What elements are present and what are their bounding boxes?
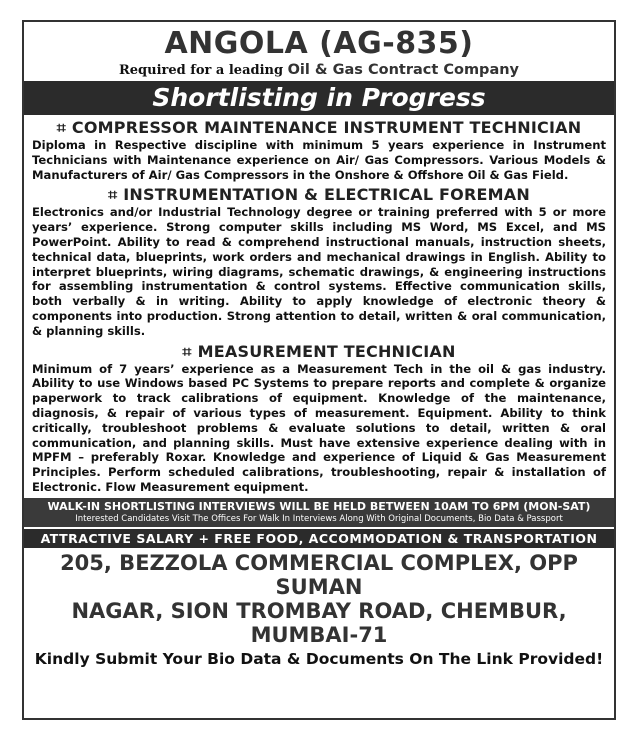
section-heading-compressor	[24, 118, 614, 138]
section-title: INSTRUMENTATION & ELECTRICAL FOREMAN	[123, 185, 530, 205]
subtitle-company: Oil & Gas Contract Company	[287, 62, 520, 78]
page-title: ANGOLA (AG-835)	[164, 26, 474, 61]
salary-banner: ATTRACTIVE SALARY + FREE FOOD, ACCOMMODATION & TRANSPORTATION	[24, 529, 614, 548]
status-banner: Shortlisting in Progress	[24, 81, 614, 115]
address-line-1: 205, BEZZOLA COMMERCIAL COMPLEX, OPP SUMAN	[60, 550, 578, 599]
section-heading-foreman	[24, 185, 614, 205]
section-title: MEASUREMENT TECHNICIAN	[197, 341, 456, 361]
section-title: COMPRESSOR MAINTENANCE INSTRUMENT TECHNICIAN	[71, 118, 582, 137]
hash-icon: ⌗	[182, 341, 192, 361]
section-body-compressor: Diploma in Respective discipline with minimum 5 years experience in Instrument Technicians with Maintenance experience on Air/ Gas Compressors. Various Models & Manufacturers of Air/ Gas Compressors in the Onshore & Offshore Oil & Gas Field.	[32, 138, 606, 182]
job-advertisement	[22, 20, 616, 720]
hash-icon: ⌗	[56, 118, 66, 137]
hash-icon: ⌗	[108, 185, 118, 205]
section-body-measurement: Minimum of 7 years’ experience as a Measurement Tech in the oil & gas industry. Ability to use Windows based PC Systems to prepare reports and complete & organize paperwork to track calibrations of equipment. Knowledge of the maintenance, diagnosis, & repair of various types of measurement. Equipment. Ability to think critically, troubleshoot problems & evaluate solutions to detail, written & oral communication, and planning skills. Must have extensive experience dealing with in MPFM – preferably Roxar. Knowledge and experience of Liquid & Gas Measurement Principles. Perform scheduled calibrations, troubleshooting, repair & installation of Electronic. Flow Measurement equipment.	[32, 361, 606, 494]
walkin-banner	[24, 498, 614, 527]
subtitle-prefix: Required for a leading	[118, 63, 284, 78]
submit-instruction: Kindly Submit Your Bio Data & Documents On The Link Provided!	[34, 649, 604, 668]
section-heading-measurement	[24, 342, 614, 362]
subtitle	[24, 62, 614, 78]
section-body-foreman: Electronics and/or Industrial Technology degree or training preferred with 5 or more years’ experience. Strong computer skills including MS Word, MS Excel, and MS PowerPoint. Ability to read & comprehend instructional manuals, instruction sheets, technical data, blueprints, work orders and mechanical drawings in English. Ability to interpret blueprints, wiring diagrams, schematic drawings, & engineering instructions for assembling instrumentation & control systems. Effective communication skills, both verbally & in writing. Ability to apply knowledge of electronic theory & components into production. Strong attention to detail, written & oral communication, & planning skills.	[32, 205, 606, 338]
office-address	[24, 551, 614, 647]
address-line-2: NAGAR, SION TROMBAY ROAD, CHEMBUR, MUMBAI-71	[71, 598, 567, 647]
walkin-line-2: Interested Candidates Visit The Offices For Walk In Interviews Along With Original Documents, Bio Data & Passport	[75, 513, 563, 524]
walkin-line-1: WALK-IN SHORTLISTING INTERVIEWS WILL BE HELD BETWEEN 10AM TO 6PM (MON-SAT)	[47, 499, 591, 513]
